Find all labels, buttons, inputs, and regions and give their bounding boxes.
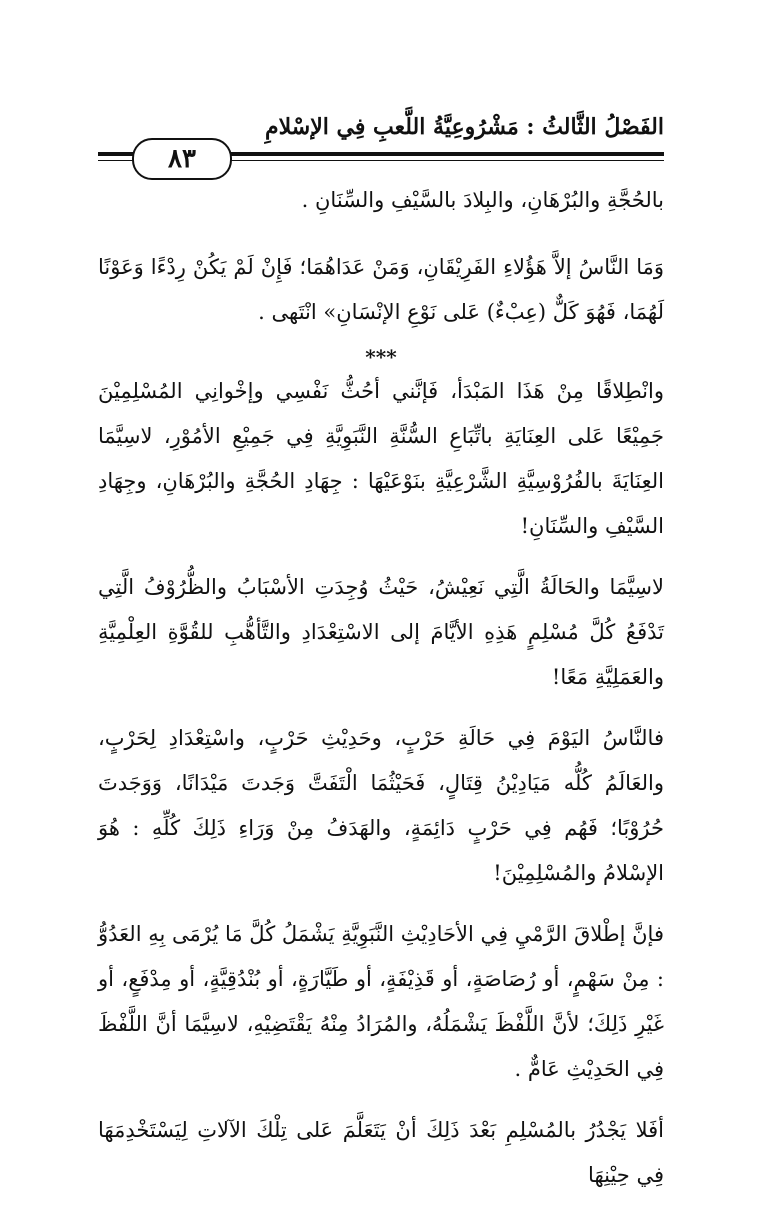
paragraph-5: فالنَّاسُ اليَوْمَ فِي حَالَةِ حَرْبٍ، وحَدِيْثِ حَرْبٍ، واسْتِعْدَادِ لِحَرْبٍ، والعَالَمُ كُلُّه مَيَادِيْنُ قِتَالٍ، فَحَيْثُمَا الْتَفَتَّ وَجَدتَ مَيْدَانًا، وَوَجَدتَ حُرُوْبًا؛ فَهُم فِي حَرْبٍ دَائِمَةٍ، والهَدَفُ مِنْ وَرَاءِ ذَلِكَ كُلِّهِ : هُوَ الإسْلامُ والمُسْلِمِيْنَ! — [98, 726, 664, 885]
section-separator: *** — [365, 345, 397, 369]
chapter-title: الفَصْلُ الثَّالثُ : مَشْرُوعِيَّةُ اللَّعبِ فِي الإسْلامِ — [265, 114, 664, 140]
page-number-badge — [132, 138, 232, 180]
paragraph-6: فإنَّ إطْلاقَ الرَّمْيِ فِي الأحَادِيْثِ النَّبَوِيَّةِ يَشْمَلُ كُلَّ مَا يُرْمَى بِهِ العَدُوُّ : مِنْ سَهْمٍ، أو رُصَاصَةٍ، أو قَذِيْفَةٍ، أو طَيَّارَةٍ، أو بُنْدُقِيَّةٍ، أو مِدْفَعٍ، أو غَيْرِ ذَلِكَ؛ لأنَّ اللَّفْظَ يَشْمَلُهُ، والمُرَادُ مِنْهُ يَقْتَضِيْهِ، لاسِيَّمَا أنَّ اللَّفْظَ فِي الحَدِيْثِ عَامٌّ . — [98, 922, 664, 1081]
paragraph-1: بالحُجَّةِ والبُرْهَانِ، والبِلادَ بالسَّيْفِ والسِّنَانِ . — [301, 188, 664, 212]
page-number: ٨٣ — [168, 144, 196, 174]
page-header — [98, 110, 664, 185]
body-text — [98, 178, 664, 1214]
paragraph-7: أفَلا يَجْدُرُ بالمُسْلِمِ بَعْدَ ذَلِكَ أنْ يَتَعَلَّمَ عَلى تِلْكَ الآلاتِ لِيَسْتَخْدِمَهَا فِي حِيْنِهَا — [98, 1118, 664, 1187]
paragraph-3: وانْطِلاقًا مِنْ هَذَا المَبْدَأ، فَإنَّني أحُثُّ نَفْسِي وإخْوانِي المُسْلِمِيْنَ جَمِيْعًا عَلى العِنَايَةِ باتِّبَاعِ السُّنَّةِ النَّبَوِيَّةِ فِي جَمِيْعِ الأمُوْرِ، لاسِيَّمَا العِنَايَةَ بالفُرُوْسِيَّةِ الشَّرْعِيَّةِ بنَوْعَيْهَا : جِهَادِ الحُجَّةِ والبُرْهَانِ، وجِهَادِ السَّيْفِ والسِّنَانِ! — [98, 379, 664, 538]
paragraph-4: لاسِيَّمَا والحَالَةُ الَّتِي نَعِيْشُ، حَيْثُ وُجِدَتِ الأسْبَابُ والظُّرُوْفُ الَّتِي تَدْفَعُ كُلَّ مُسْلِمٍ هَذِهِ الأيَّامَ إلى الاسْتِعْدَادِ والتَّأهُّبِ للقُوَّةِ العِلْمِيَّةِ والعَمَلِيَّةِ مَعًا! — [98, 575, 664, 689]
paragraph-2: وَمَا النَّاسُ إلاَّ هَؤُلاءِ الفَرِيْقَانِ، وَمَنْ عَدَاهُمَا؛ فَإِنْ لَمْ يَكُنْ رِدْءًا وَعَوْنًا لَهُمَا، فَهُوَ كَلٌّ (عِبْءٌ) عَلى نَوْعِ الإنْسَانِ» انْتَهى . — [98, 255, 664, 324]
